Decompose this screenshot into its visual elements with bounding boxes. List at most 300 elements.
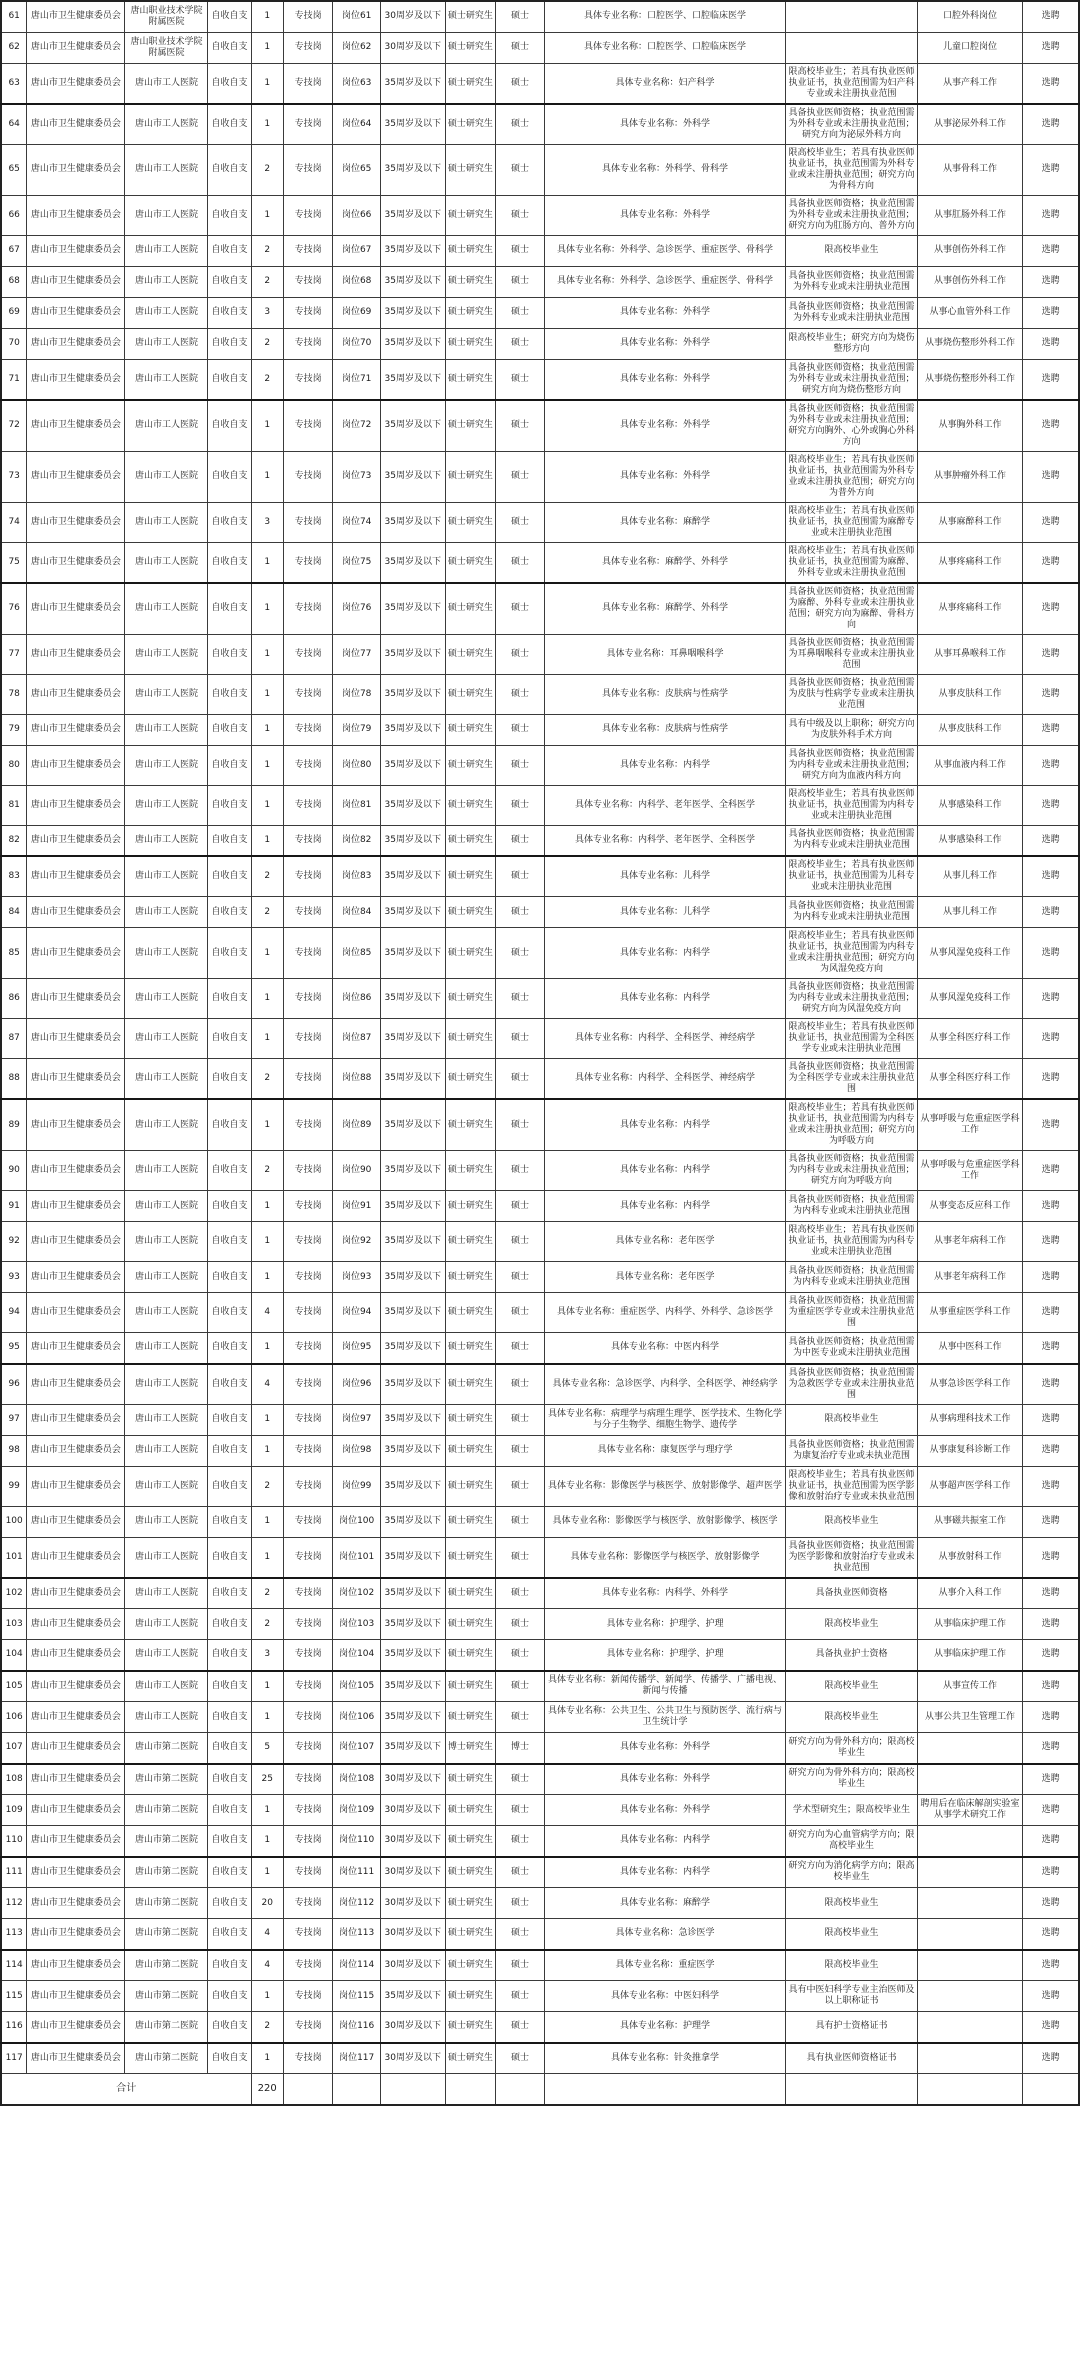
cell-count: 1 bbox=[251, 1019, 283, 1059]
cell-department: 唐山市卫生健康委员会 bbox=[27, 1981, 125, 2012]
cell-education: 硕士研究生 bbox=[445, 1019, 496, 1059]
cell-post-no: 岗位93 bbox=[333, 1262, 380, 1293]
cell-method: 选聘 bbox=[1023, 1404, 1079, 1435]
cell-department: 唐山市卫生健康委员会 bbox=[27, 1099, 125, 1151]
cell-count: 4 bbox=[251, 1364, 283, 1405]
cell-age: 30周岁及以下 bbox=[380, 1919, 445, 1950]
cell-method: 选聘 bbox=[1023, 1333, 1079, 1364]
cell-count: 2 bbox=[251, 1059, 283, 1100]
cell-unit: 唐山市工人医院 bbox=[125, 1059, 208, 1100]
cell-count: 2 bbox=[251, 266, 283, 297]
cell-requirement: 限高校毕业生 bbox=[786, 1404, 918, 1435]
cell-requirement: 限高校毕业生；研究方向为烧伤整形方向 bbox=[786, 328, 918, 359]
cell-post-type: 专技岗 bbox=[283, 2043, 333, 2074]
cell-degree: 硕士 bbox=[496, 1364, 545, 1405]
cell-requirement: 具备执业医师资格；执业范围需为中医专业或未注册执业范围 bbox=[786, 1333, 918, 1364]
cell-unit: 唐山市第二医院 bbox=[125, 1950, 208, 1981]
cell-duty: 从事产科工作 bbox=[917, 63, 1023, 104]
cell-post-type: 专技岗 bbox=[283, 1733, 333, 1764]
cell-major: 具体专业名称：儿科学 bbox=[544, 856, 785, 897]
cell-post-type: 专技岗 bbox=[283, 897, 333, 928]
cell-education: 硕士研究生 bbox=[445, 1857, 496, 1888]
cell-age: 35周岁及以下 bbox=[380, 785, 445, 825]
cell-requirement: 限高校毕业生；若具有执业医师执业证书，执业范围需为外科专业或未注册执业范围；研究方向为骨科方向 bbox=[786, 144, 918, 195]
cell-unit: 唐山市工人医院 bbox=[125, 897, 208, 928]
cell-requirement: 限高校毕业生；若具有执业医师执业证书，执业范围需为外科专业或未注册执业范围；研究方向为普外方向 bbox=[786, 451, 918, 502]
cell-count: 1 bbox=[251, 674, 283, 714]
cell-requirement: 限高校毕业生；若具有执业医师执业证书，执业范围需为妇产科专业或未注册执业范围 bbox=[786, 63, 918, 104]
cell-post-type: 专技岗 bbox=[283, 1671, 333, 1702]
cell-requirement: 研究方向为骨外科方向；限高校毕业生 bbox=[786, 1764, 918, 1795]
cell-education: 硕士研究生 bbox=[445, 2043, 496, 2074]
cell-age: 35周岁及以下 bbox=[380, 1640, 445, 1671]
cell-count: 2 bbox=[251, 1466, 283, 1506]
cell-method: 选聘 bbox=[1023, 1364, 1079, 1405]
cell-post-no: 岗位69 bbox=[333, 297, 380, 328]
cell-method: 选聘 bbox=[1023, 104, 1079, 145]
cell-duty: 从事放射科工作 bbox=[917, 1537, 1023, 1578]
cell-serial: 84 bbox=[1, 897, 27, 928]
cell-age: 35周岁及以下 bbox=[380, 400, 445, 452]
cell-major: 具体专业名称：皮肤病与性病学 bbox=[544, 674, 785, 714]
cell-count: 2 bbox=[251, 1151, 283, 1191]
cell-education: 硕士研究生 bbox=[445, 266, 496, 297]
cell-method: 选聘 bbox=[1023, 979, 1079, 1019]
cell-age: 35周岁及以下 bbox=[380, 714, 445, 745]
cell-education: 硕士研究生 bbox=[445, 785, 496, 825]
cell-major: 具体专业名称：影像医学与核医学、放射影像学、核医学 bbox=[544, 1506, 785, 1537]
cell-education: 硕士研究生 bbox=[445, 144, 496, 195]
cell-serial: 86 bbox=[1, 979, 27, 1019]
cell-funding: 自收自支 bbox=[208, 1764, 251, 1795]
cell-requirement: 限高校毕业生 bbox=[786, 1888, 918, 1919]
cell-degree: 硕士 bbox=[496, 1019, 545, 1059]
cell-duty: 从事疼痛科工作 bbox=[917, 542, 1023, 583]
cell-degree: 硕士 bbox=[496, 1435, 545, 1466]
cell-education: 硕士研究生 bbox=[445, 1950, 496, 1981]
cell-age: 30周岁及以下 bbox=[380, 2043, 445, 2074]
cell-method: 选聘 bbox=[1023, 1795, 1079, 1826]
cell-department: 唐山市卫生健康委员会 bbox=[27, 1857, 125, 1888]
cell-method: 选聘 bbox=[1023, 2043, 1079, 2074]
cell-degree: 硕士 bbox=[496, 1191, 545, 1222]
cell-method: 选聘 bbox=[1023, 897, 1079, 928]
table-row bbox=[1, 266, 1079, 297]
table-row bbox=[1, 359, 1079, 400]
cell-education: 硕士研究生 bbox=[445, 1191, 496, 1222]
table-row bbox=[1, 1019, 1079, 1059]
cell-post-no: 岗位91 bbox=[333, 1191, 380, 1222]
cell-major: 具体专业名称：耳鼻咽喉科学 bbox=[544, 634, 785, 674]
empty-cell bbox=[544, 2074, 785, 2105]
cell-count: 20 bbox=[251, 1888, 283, 1919]
cell-major: 具体专业名称：外科学 bbox=[544, 400, 785, 452]
cell-method: 选聘 bbox=[1023, 266, 1079, 297]
cell-duty bbox=[917, 1981, 1023, 2012]
cell-post-type: 专技岗 bbox=[283, 1262, 333, 1293]
cell-unit: 唐山市工人医院 bbox=[125, 1151, 208, 1191]
cell-unit: 唐山市工人医院 bbox=[125, 1364, 208, 1405]
cell-duty: 从事肛肠外科工作 bbox=[917, 195, 1023, 235]
cell-major: 具体专业名称：妇产科学 bbox=[544, 63, 785, 104]
cell-funding: 自收自支 bbox=[208, 2043, 251, 2074]
cell-department: 唐山市卫生健康委员会 bbox=[27, 897, 125, 928]
cell-duty: 从事创伤外科工作 bbox=[917, 235, 1023, 266]
cell-unit: 唐山市工人医院 bbox=[125, 195, 208, 235]
table-row bbox=[1, 1466, 1079, 1506]
cell-requirement: 具备执业医师资格；执业范围需为内科专业或未注册执业范围；研究方向为血液内科方向 bbox=[786, 745, 918, 785]
cell-major: 具体专业名称：公共卫生、公共卫生与预防医学、流行病与卫生统计学 bbox=[544, 1702, 785, 1733]
cell-duty: 从事儿科工作 bbox=[917, 897, 1023, 928]
cell-unit: 唐山市工人医院 bbox=[125, 785, 208, 825]
cell-method: 选聘 bbox=[1023, 32, 1079, 63]
table-row bbox=[1, 1981, 1079, 2012]
cell-requirement: 限高校毕业生 bbox=[786, 1609, 918, 1640]
cell-post-no: 岗位108 bbox=[333, 1764, 380, 1795]
cell-serial: 71 bbox=[1, 359, 27, 400]
cell-unit: 唐山市工人医院 bbox=[125, 502, 208, 542]
cell-count: 1 bbox=[251, 542, 283, 583]
cell-requirement: 限高校毕业生；若具有执业医师执业证书，执业范围需为医学影像和放射治疗专业或未执业范围 bbox=[786, 1466, 918, 1506]
cell-duty: 从事创伤外科工作 bbox=[917, 266, 1023, 297]
cell-requirement: 具备执业医师资格；执业范围需为麻醉、外科专业或未注册执业范围；研究方向为麻醉、骨科方向 bbox=[786, 583, 918, 635]
cell-major: 具体专业名称：急诊医学 bbox=[544, 1919, 785, 1950]
cell-duty: 从事烧伤整形外科工作 bbox=[917, 328, 1023, 359]
cell-requirement: 具备执业医师资格；执业范围需为全科医学专业或未注册执业范围 bbox=[786, 1059, 918, 1100]
cell-method: 选聘 bbox=[1023, 1671, 1079, 1702]
cell-post-no: 岗位106 bbox=[333, 1702, 380, 1733]
cell-duty bbox=[917, 1826, 1023, 1857]
cell-age: 35周岁及以下 bbox=[380, 979, 445, 1019]
cell-age: 35周岁及以下 bbox=[380, 235, 445, 266]
cell-count: 1 bbox=[251, 1, 283, 32]
cell-serial: 81 bbox=[1, 785, 27, 825]
cell-post-no: 岗位67 bbox=[333, 235, 380, 266]
cell-count: 1 bbox=[251, 63, 283, 104]
cell-count: 1 bbox=[251, 2043, 283, 2074]
cell-education: 硕士研究生 bbox=[445, 1919, 496, 1950]
cell-department: 唐山市卫生健康委员会 bbox=[27, 1019, 125, 1059]
cell-unit: 唐山市工人医院 bbox=[125, 63, 208, 104]
cell-department: 唐山市卫生健康委员会 bbox=[27, 1506, 125, 1537]
cell-age: 35周岁及以下 bbox=[380, 1262, 445, 1293]
cell-count: 1 bbox=[251, 1537, 283, 1578]
cell-count: 1 bbox=[251, 1671, 283, 1702]
cell-post-type: 专技岗 bbox=[283, 1764, 333, 1795]
cell-count: 1 bbox=[251, 583, 283, 635]
cell-requirement: 具备执业医师资格；执业范围需为耳鼻咽喉科专业或未注册执业范围 bbox=[786, 634, 918, 674]
cell-unit: 唐山市工人医院 bbox=[125, 144, 208, 195]
cell-education: 硕士研究生 bbox=[445, 745, 496, 785]
cell-age: 30周岁及以下 bbox=[380, 32, 445, 63]
cell-post-type: 专技岗 bbox=[283, 1857, 333, 1888]
cell-department: 唐山市卫生健康委员会 bbox=[27, 104, 125, 145]
cell-major: 具体专业名称：外科学 bbox=[544, 195, 785, 235]
cell-funding: 自收自支 bbox=[208, 634, 251, 674]
cell-duty: 从事全科医疗科工作 bbox=[917, 1059, 1023, 1100]
table-row bbox=[1, 502, 1079, 542]
cell-count: 1 bbox=[251, 1333, 283, 1364]
cell-method: 选聘 bbox=[1023, 1888, 1079, 1919]
cell-age: 35周岁及以下 bbox=[380, 1364, 445, 1405]
cell-serial: 63 bbox=[1, 63, 27, 104]
cell-count: 2 bbox=[251, 1578, 283, 1609]
cell-degree: 硕士 bbox=[496, 1578, 545, 1609]
cell-department: 唐山市卫生健康委员会 bbox=[27, 32, 125, 63]
table-row bbox=[1, 1888, 1079, 1919]
cell-method: 选聘 bbox=[1023, 502, 1079, 542]
cell-serial: 105 bbox=[1, 1671, 27, 1702]
cell-requirement: 具备执业医师资格；执业范围需为外科专业或未注册执业范围；研究方向为肛肠方向、普外方向 bbox=[786, 195, 918, 235]
cell-post-no: 岗位99 bbox=[333, 1466, 380, 1506]
cell-post-type: 专技岗 bbox=[283, 1404, 333, 1435]
cell-duty bbox=[917, 1733, 1023, 1764]
cell-major: 具体专业名称：外科学 bbox=[544, 297, 785, 328]
cell-education: 硕士研究生 bbox=[445, 1364, 496, 1405]
cell-count: 3 bbox=[251, 297, 283, 328]
empty-cell bbox=[1023, 2074, 1079, 2105]
cell-post-type: 专技岗 bbox=[283, 1609, 333, 1640]
cell-degree: 博士 bbox=[496, 1733, 545, 1764]
cell-requirement: 具备执业医师资格；执业范围需为外科专业或未注册执业范围；研究方向为泌尿外科方向 bbox=[786, 104, 918, 145]
cell-education: 硕士研究生 bbox=[445, 714, 496, 745]
cell-requirement: 具备执业医师资格；执业范围需为内科专业或未注册执业范围 bbox=[786, 1191, 918, 1222]
cell-major: 具体专业名称：麻醉学、外科学 bbox=[544, 583, 785, 635]
cell-post-type: 专技岗 bbox=[283, 1191, 333, 1222]
cell-post-type: 专技岗 bbox=[283, 1019, 333, 1059]
cell-post-type: 专技岗 bbox=[283, 825, 333, 856]
cell-degree: 硕士 bbox=[496, 328, 545, 359]
table-row bbox=[1, 1578, 1079, 1609]
table-row bbox=[1, 1333, 1079, 1364]
cell-degree: 硕士 bbox=[496, 785, 545, 825]
cell-major: 具体专业名称：麻醉学、外科学 bbox=[544, 542, 785, 583]
cell-serial: 93 bbox=[1, 1262, 27, 1293]
empty-cell bbox=[283, 2074, 333, 2105]
cell-degree: 硕士 bbox=[496, 1099, 545, 1151]
cell-duty: 从事心血管外科工作 bbox=[917, 297, 1023, 328]
cell-method: 选聘 bbox=[1023, 1506, 1079, 1537]
cell-post-no: 岗位80 bbox=[333, 745, 380, 785]
cell-requirement: 限高校毕业生；若具有执业医师执业证书，执业范围需为内科专业或未注册执业范围 bbox=[786, 785, 918, 825]
cell-education: 博士研究生 bbox=[445, 1733, 496, 1764]
cell-duty: 从事呼吸与危重症医学科工作 bbox=[917, 1099, 1023, 1151]
cell-serial: 78 bbox=[1, 674, 27, 714]
cell-count: 3 bbox=[251, 1640, 283, 1671]
cell-count: 1 bbox=[251, 979, 283, 1019]
cell-funding: 自收自支 bbox=[208, 2012, 251, 2043]
cell-degree: 硕士 bbox=[496, 1919, 545, 1950]
cell-education: 硕士研究生 bbox=[445, 2012, 496, 2043]
cell-method: 选聘 bbox=[1023, 1262, 1079, 1293]
cell-serial: 65 bbox=[1, 144, 27, 195]
cell-department: 唐山市卫生健康委员会 bbox=[27, 856, 125, 897]
cell-method: 选聘 bbox=[1023, 542, 1079, 583]
cell-post-type: 专技岗 bbox=[283, 979, 333, 1019]
cell-major: 具体专业名称：内科学、老年医学、全科医学 bbox=[544, 825, 785, 856]
cell-major: 具体专业名称：外科学 bbox=[544, 328, 785, 359]
cell-post-no: 岗位61 bbox=[333, 1, 380, 32]
cell-major: 具体专业名称：麻醉学 bbox=[544, 1888, 785, 1919]
cell-post-no: 岗位87 bbox=[333, 1019, 380, 1059]
table-row bbox=[1, 235, 1079, 266]
cell-unit: 唐山市工人医院 bbox=[125, 1404, 208, 1435]
cell-unit: 唐山市工人医院 bbox=[125, 979, 208, 1019]
cell-requirement: 具备执业医师资格；执业范围需为医学影像和放射治疗专业或未执业范围 bbox=[786, 1537, 918, 1578]
cell-serial: 94 bbox=[1, 1293, 27, 1333]
cell-requirement: 具备执业医师资格；执业范围需为外科专业或未注册执业范围 bbox=[786, 297, 918, 328]
cell-post-no: 岗位103 bbox=[333, 1609, 380, 1640]
cell-post-no: 岗位66 bbox=[333, 195, 380, 235]
cell-unit: 唐山市工人医院 bbox=[125, 1262, 208, 1293]
cell-degree: 硕士 bbox=[496, 825, 545, 856]
cell-department: 唐山市卫生健康委员会 bbox=[27, 1364, 125, 1405]
cell-major: 具体专业名称：外科学 bbox=[544, 451, 785, 502]
cell-count: 1 bbox=[251, 1404, 283, 1435]
cell-requirement: 具备执业医师资格；执业范围需为外科专业或未注册执业范围；研究方向为烧伤整形方向 bbox=[786, 359, 918, 400]
table-row bbox=[1, 856, 1079, 897]
cell-education: 硕士研究生 bbox=[445, 674, 496, 714]
cell-method: 选聘 bbox=[1023, 1826, 1079, 1857]
cell-method: 选聘 bbox=[1023, 1293, 1079, 1333]
cell-post-no: 岗位82 bbox=[333, 825, 380, 856]
cell-major: 具体专业名称：护理学、护理 bbox=[544, 1609, 785, 1640]
cell-degree: 硕士 bbox=[496, 32, 545, 63]
cell-post-no: 岗位114 bbox=[333, 1950, 380, 1981]
cell-method: 选聘 bbox=[1023, 451, 1079, 502]
cell-post-type: 专技岗 bbox=[283, 144, 333, 195]
table-row bbox=[1, 897, 1079, 928]
cell-post-no: 岗位64 bbox=[333, 104, 380, 145]
cell-unit: 唐山市工人医院 bbox=[125, 359, 208, 400]
cell-post-type: 专技岗 bbox=[283, 1059, 333, 1100]
cell-major: 具体专业名称：影像医学与核医学、放射影像学 bbox=[544, 1537, 785, 1578]
cell-post-no: 岗位84 bbox=[333, 897, 380, 928]
cell-education: 硕士研究生 bbox=[445, 104, 496, 145]
empty-cell bbox=[380, 2074, 445, 2105]
cell-post-no: 岗位74 bbox=[333, 502, 380, 542]
cell-requirement: 具备执业医师资格；执业范围需为外科专业或未注册执业范围；研究方向胸外、心外或胸心外科方向 bbox=[786, 400, 918, 452]
cell-funding: 自收自支 bbox=[208, 266, 251, 297]
cell-education: 硕士研究生 bbox=[445, 1609, 496, 1640]
cell-degree: 硕士 bbox=[496, 1795, 545, 1826]
table-row bbox=[1, 1262, 1079, 1293]
table-row bbox=[1, 583, 1079, 635]
cell-method: 选聘 bbox=[1023, 297, 1079, 328]
cell-post-type: 专技岗 bbox=[283, 1293, 333, 1333]
cell-post-type: 专技岗 bbox=[283, 266, 333, 297]
cell-serial: 95 bbox=[1, 1333, 27, 1364]
cell-requirement: 具备执业医师资格；执业范围需为康复治疗专业或未执业范围 bbox=[786, 1435, 918, 1466]
cell-post-no: 岗位105 bbox=[333, 1671, 380, 1702]
cell-method: 选聘 bbox=[1023, 825, 1079, 856]
cell-major: 具体专业名称：外科学 bbox=[544, 1733, 785, 1764]
cell-education: 硕士研究生 bbox=[445, 897, 496, 928]
cell-post-no: 岗位63 bbox=[333, 63, 380, 104]
cell-age: 35周岁及以下 bbox=[380, 328, 445, 359]
cell-funding: 自收自支 bbox=[208, 1609, 251, 1640]
cell-funding: 自收自支 bbox=[208, 451, 251, 502]
cell-serial: 99 bbox=[1, 1466, 27, 1506]
cell-post-no: 岗位100 bbox=[333, 1506, 380, 1537]
table-row bbox=[1, 144, 1079, 195]
cell-count: 4 bbox=[251, 1919, 283, 1950]
cell-unit: 唐山市工人医院 bbox=[125, 1640, 208, 1671]
cell-count: 2 bbox=[251, 359, 283, 400]
cell-count: 1 bbox=[251, 714, 283, 745]
cell-post-no: 岗位77 bbox=[333, 634, 380, 674]
cell-unit: 唐山市工人医院 bbox=[125, 634, 208, 674]
cell-duty: 口腔外科岗位 bbox=[917, 1, 1023, 32]
cell-serial: 73 bbox=[1, 451, 27, 502]
cell-department: 唐山市卫生健康委员会 bbox=[27, 235, 125, 266]
cell-requirement: 具有护士资格证书 bbox=[786, 2012, 918, 2043]
cell-degree: 硕士 bbox=[496, 195, 545, 235]
cell-major: 具体专业名称：外科学、急诊医学、重症医学、骨科学 bbox=[544, 266, 785, 297]
cell-post-type: 专技岗 bbox=[283, 1826, 333, 1857]
cell-serial: 70 bbox=[1, 328, 27, 359]
cell-duty: 从事康复科诊断工作 bbox=[917, 1435, 1023, 1466]
cell-method: 选聘 bbox=[1023, 1, 1079, 32]
cell-age: 30周岁及以下 bbox=[380, 1888, 445, 1919]
cell-major: 具体专业名称：护理学、护理 bbox=[544, 1640, 785, 1671]
cell-education: 硕士研究生 bbox=[445, 1262, 496, 1293]
cell-major: 具体专业名称：内科学 bbox=[544, 1151, 785, 1191]
cell-department: 唐山市卫生健康委员会 bbox=[27, 144, 125, 195]
cell-requirement: 研究方向为消化病学方向；限高校毕业生 bbox=[786, 1857, 918, 1888]
cell-education: 硕士研究生 bbox=[445, 1222, 496, 1262]
cell-duty bbox=[917, 1888, 1023, 1919]
cell-requirement: 限高校毕业生；若具有执业医师执业证书，执业范围需为麻醉专业或未注册执业范围 bbox=[786, 502, 918, 542]
cell-education: 硕士研究生 bbox=[445, 451, 496, 502]
cell-major: 具体专业名称：重症医学、内科学、外科学、急诊医学 bbox=[544, 1293, 785, 1333]
cell-major: 具体专业名称：护理学 bbox=[544, 2012, 785, 2043]
cell-duty: 从事病理科技术工作 bbox=[917, 1404, 1023, 1435]
cell-funding: 自收自支 bbox=[208, 359, 251, 400]
cell-unit: 唐山市第二医院 bbox=[125, 1857, 208, 1888]
cell-funding: 自收自支 bbox=[208, 1733, 251, 1764]
cell-count: 1 bbox=[251, 1826, 283, 1857]
cell-funding: 自收自支 bbox=[208, 1857, 251, 1888]
cell-degree: 硕士 bbox=[496, 1671, 545, 1702]
cell-funding: 自收自支 bbox=[208, 1671, 251, 1702]
cell-count: 5 bbox=[251, 1733, 283, 1764]
cell-age: 35周岁及以下 bbox=[380, 451, 445, 502]
cell-post-type: 专技岗 bbox=[283, 502, 333, 542]
total-count: 220 bbox=[251, 2074, 283, 2105]
cell-duty: 从事烧伤整形外科工作 bbox=[917, 359, 1023, 400]
cell-method: 选聘 bbox=[1023, 714, 1079, 745]
cell-education: 硕士研究生 bbox=[445, 328, 496, 359]
cell-requirement: 限高校毕业生 bbox=[786, 1702, 918, 1733]
cell-serial: 111 bbox=[1, 1857, 27, 1888]
cell-count: 1 bbox=[251, 745, 283, 785]
cell-department: 唐山市卫生健康委员会 bbox=[27, 542, 125, 583]
cell-major: 具体专业名称：外科学、急诊医学、重症医学、骨科学 bbox=[544, 235, 785, 266]
cell-count: 1 bbox=[251, 634, 283, 674]
cell-count: 2 bbox=[251, 1609, 283, 1640]
cell-degree: 硕士 bbox=[496, 1404, 545, 1435]
table-body bbox=[1, 1, 1079, 2105]
cell-department: 唐山市卫生健康委员会 bbox=[27, 1578, 125, 1609]
cell-post-type: 专技岗 bbox=[283, 1506, 333, 1537]
cell-serial: 103 bbox=[1, 1609, 27, 1640]
table-row bbox=[1, 825, 1079, 856]
cell-funding: 自收自支 bbox=[208, 1919, 251, 1950]
cell-degree: 硕士 bbox=[496, 2043, 545, 2074]
total-row bbox=[1, 2074, 1079, 2105]
cell-age: 30周岁及以下 bbox=[380, 1826, 445, 1857]
